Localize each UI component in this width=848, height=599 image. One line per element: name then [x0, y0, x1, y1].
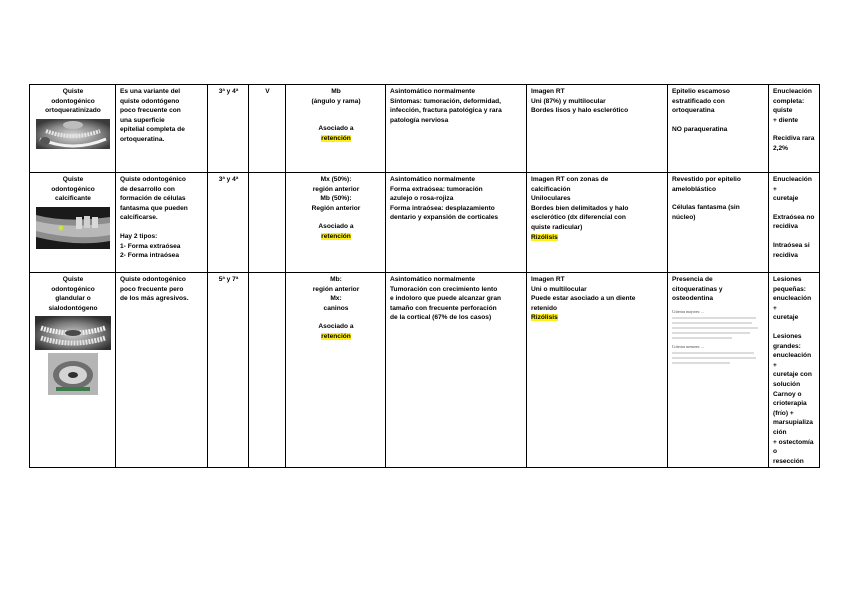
- histology-note: Criterios mayores: ...: [672, 309, 704, 314]
- treatment-line: enucleación +: [773, 352, 812, 369]
- description-cell: [116, 273, 208, 468]
- description-line: ortoqueratina.: [120, 135, 165, 143]
- histology-line: citoqueratinas y: [672, 285, 723, 293]
- imaging-line: retenido: [531, 304, 558, 312]
- histology-note: Criterios menores: ...: [672, 344, 704, 349]
- mandible-xray-image: [34, 207, 112, 249]
- description-line: Es una variante del: [120, 88, 181, 95]
- cyst-name-line: calcificante: [55, 195, 91, 203]
- imaging-line: quiste radicular): [531, 223, 583, 231]
- description-line: fantasma que pueden: [120, 204, 188, 212]
- panoramic-xray-image: [34, 316, 112, 350]
- histology-line: osteodentina: [672, 295, 714, 303]
- treatment-line: curetaje: [773, 314, 799, 322]
- imaging-line: Imagen RT: [531, 276, 565, 283]
- decade-cell: [249, 85, 286, 173]
- imaging-line: Imagen RT: [531, 88, 565, 95]
- cyst-name-line: ortoqueratinizado: [45, 107, 101, 115]
- table-row: [30, 273, 820, 468]
- treatment-line: Recidiva rara: [773, 135, 815, 143]
- location-cell: [286, 85, 386, 173]
- description-cell: [116, 85, 208, 173]
- cyst-name-line: Quiste: [62, 276, 84, 283]
- clinical-line: Forma intraósea: desplazamiento: [390, 204, 495, 212]
- cyst-name-line: odontogénico: [51, 285, 95, 293]
- imaging-line: esclerótico (dx diferencial con: [531, 214, 626, 222]
- cyst-name-cell: [30, 173, 116, 273]
- location-line: (ángulo y rama): [311, 97, 361, 105]
- imaging-line: Uni o multilocular: [531, 285, 587, 293]
- treatment-line: Enucleación +: [773, 176, 812, 193]
- treatment-line: + diente: [773, 116, 799, 124]
- age-value: 3ª y 4ª: [218, 176, 239, 183]
- imaging-line: Uniloculares: [531, 195, 571, 203]
- clinical-line: Síntomas: tumoración, deformidad,: [390, 97, 502, 105]
- description-line: poco frecuente pero: [120, 285, 184, 293]
- treatment-line: Extraósea no: [773, 213, 815, 221]
- location-line: Mx (50%):: [320, 176, 352, 183]
- clinical-line: Tumoración con crecimiento lento: [390, 285, 498, 293]
- association-highlight: retención: [321, 232, 351, 240]
- location-cell: [286, 173, 386, 273]
- association-highlight: retención: [321, 332, 351, 340]
- histology-line: Células fantasma (sin: [672, 204, 740, 212]
- clinical-line: infección, fractura patológica y rara: [390, 107, 502, 115]
- clinical-cell: [386, 273, 527, 468]
- treatment-cell: [769, 85, 820, 173]
- clinical-cell: [386, 173, 527, 273]
- table-row: [30, 173, 820, 273]
- cyst-name-cell: [30, 273, 116, 468]
- treatment-line: enucleación +: [773, 295, 812, 312]
- cyst-name-line: Quiste: [62, 176, 84, 183]
- histology-cell: [668, 173, 769, 273]
- imaging-line: Bordes lisos y halo esclerótico: [531, 107, 629, 115]
- cyst-name-line: Quiste: [62, 88, 84, 95]
- imaging-line: Puede estar asociado a un diente: [531, 295, 636, 303]
- histology-line: ortoqueratina: [672, 107, 715, 115]
- imaging-cell: [527, 173, 668, 273]
- clinical-line: e indoloro que puede alcanzar gran: [390, 295, 502, 303]
- treatment-line: Lesiones: [773, 276, 802, 283]
- decade-cell: [249, 273, 286, 468]
- histology-line: NO paraqueratina: [672, 125, 728, 133]
- treatment-line: crioterapia (frío) +: [773, 400, 807, 417]
- clinical-line: de la cortical (67% de los casos): [390, 314, 492, 322]
- description-line: quiste odontógeno: [120, 97, 180, 105]
- histology-line: estratificado con: [672, 97, 725, 105]
- description-line: una superficie: [120, 116, 165, 124]
- age-cell: [208, 173, 249, 273]
- location-line: Región anterior: [311, 204, 361, 212]
- histology-line: Presencia de: [672, 276, 713, 283]
- clinical-line: Asintomático normalmente: [390, 276, 476, 283]
- description-line: Quiste odontogénico: [120, 276, 186, 283]
- location-line: región anterior: [312, 185, 360, 193]
- association-label: Asociado a: [318, 125, 354, 133]
- location-line: Mb:: [330, 276, 342, 283]
- description-line: 1- Forma extraósea: [120, 242, 181, 250]
- clinical-line: Asintomático normalmente: [390, 176, 476, 183]
- treatment-line: 2,2%: [773, 144, 789, 152]
- histology-line: núcleo): [672, 213, 696, 221]
- clinical-line: tamaño con frecuente perforación: [390, 304, 497, 312]
- clinical-line: azulejo o rosa-rojiza: [390, 195, 454, 203]
- table-row: [30, 85, 820, 173]
- cyst-name-line: odontogénico: [51, 97, 95, 105]
- cyst-name-cell: [30, 85, 116, 173]
- treatment-line: Enucleación: [773, 88, 812, 95]
- location-line: caninos: [323, 304, 349, 312]
- cyst-name-line: glandular o: [55, 295, 91, 303]
- description-line: Hay 2 tipos:: [120, 232, 158, 240]
- location-line: Mb (50%):: [320, 195, 352, 203]
- imaging-highlight: Rizólisis: [531, 314, 558, 322]
- treatment-line: completa: quiste: [773, 97, 805, 115]
- age-value: 3ª y 4ª: [218, 88, 239, 95]
- association-label: Asociado a: [318, 323, 354, 331]
- cyst-name-line: odontogénico: [51, 185, 95, 193]
- clinical-line: Asintomático normalmente: [390, 88, 476, 95]
- histology-note-scribble: [672, 350, 760, 366]
- treatment-line: Lesiones grandes:: [773, 332, 802, 350]
- imaging-cell: [527, 273, 668, 468]
- treatment-line: recidiva: [773, 223, 798, 231]
- description-line: Quiste odontogénico: [120, 176, 186, 183]
- imaging-line: Imagen RT con zonas de: [531, 176, 609, 183]
- treatment-line: resección: [773, 457, 804, 465]
- treatment-line: curetaje: [773, 195, 799, 203]
- location-line: Mx:: [330, 295, 342, 303]
- histology-line: Revestido por epitelio: [672, 176, 741, 183]
- location-line: Mb: [331, 88, 341, 95]
- clinical-line: Forma extraósea: tumoración: [390, 185, 483, 193]
- treatment-line: + ostectomía o: [773, 438, 814, 456]
- treatment-cell: [769, 273, 820, 468]
- clinical-cell: [386, 85, 527, 173]
- histology-line: Epitelio escamoso: [672, 88, 730, 95]
- description-line: formación de células: [120, 195, 186, 203]
- histology-cell: [668, 85, 769, 173]
- description-line: epitelial completa de: [120, 126, 185, 134]
- description-line: poco frecuente con: [120, 107, 181, 115]
- description-line: 2- Forma intraósea: [120, 252, 179, 260]
- decade-value: V: [265, 88, 270, 95]
- imaging-line: calcificación: [531, 185, 571, 193]
- description-cell: [116, 173, 208, 273]
- description-line: de desarrollo con: [120, 185, 175, 193]
- association-highlight: retención: [321, 134, 351, 142]
- clinical-line: patología nerviosa: [390, 116, 449, 124]
- treatment-line: solución Carnoy o: [773, 380, 802, 398]
- decade-cell: [249, 173, 286, 273]
- histology-line: ameloblástico: [672, 185, 716, 193]
- imaging-line: Bordes bien delimitados y halo: [531, 204, 629, 212]
- description-line: de los más agresivos.: [120, 295, 189, 303]
- imaging-highlight: Rizólisis: [531, 233, 558, 241]
- imaging-cell: [527, 85, 668, 173]
- treatment-line: marsupialización: [773, 419, 813, 436]
- histology-cell: [668, 273, 769, 468]
- ct-scan-image: [34, 353, 112, 395]
- treatment-line: pequeñas:: [773, 285, 806, 293]
- description-line: calcificarse.: [120, 214, 158, 222]
- age-cell: [208, 273, 249, 468]
- age-cell: [208, 85, 249, 173]
- treatment-line: recidiva: [773, 251, 798, 259]
- location-line: región anterior: [312, 285, 360, 293]
- treatment-line: curetaje con: [773, 371, 812, 379]
- association-label: Asociado a: [318, 223, 354, 231]
- cyst-name-line: sialodontógeno: [48, 304, 98, 312]
- treatment-cell: [769, 173, 820, 273]
- clinical-line: dentario y expansión de corticales: [390, 214, 499, 222]
- age-value: 5ª y 7ª: [218, 276, 239, 283]
- histology-note-scribble: [672, 315, 760, 341]
- treatment-line: Intraósea si: [773, 241, 810, 249]
- location-cell: [286, 273, 386, 468]
- imaging-line: Uni (87%) y multilocular: [531, 97, 606, 105]
- panoramic-xray-image: [34, 119, 112, 149]
- cyst-comparison-table: [29, 84, 820, 468]
